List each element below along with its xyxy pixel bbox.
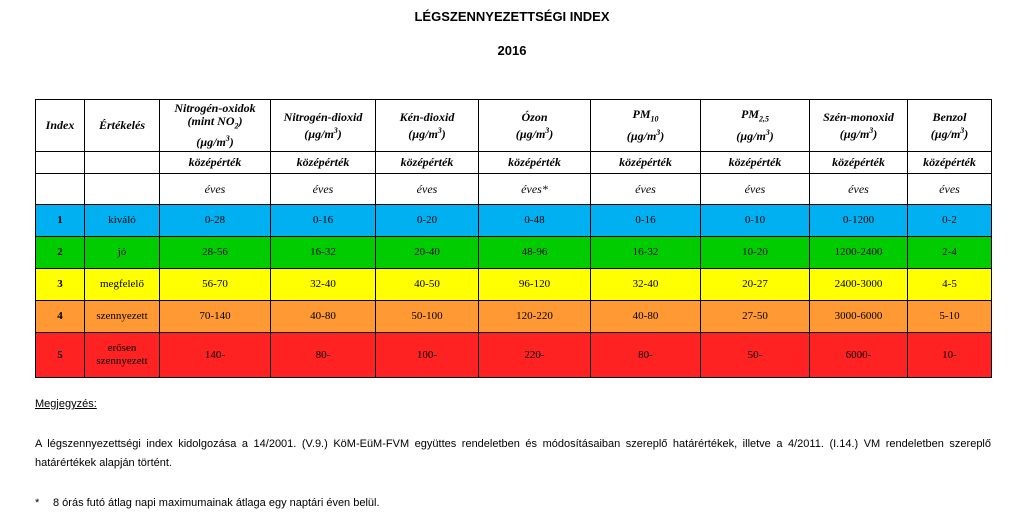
value-cell: 3000-6000 — [810, 301, 908, 333]
document-year: 2016 — [497, 43, 527, 58]
value-cell: 80- — [591, 333, 701, 378]
index-cell: 1 — [36, 205, 85, 237]
footnote-marker: * — [35, 497, 40, 509]
value-cell: 6000- — [810, 333, 908, 378]
statistic-cell: középérték — [479, 152, 591, 174]
value-cell: 0-16 — [271, 205, 376, 237]
value-cell: 0-28 — [160, 205, 271, 237]
period-cell: éves — [810, 174, 908, 205]
value-cell: 32-40 — [591, 269, 701, 301]
value-cell: 56-70 — [160, 269, 271, 301]
header-so2: Kén-dioxid $(\mu g/m^3)$ — [376, 100, 479, 152]
value-cell: 50-100 — [376, 301, 479, 333]
rating-cell: kiváló — [85, 205, 160, 237]
period-cell: éves — [591, 174, 701, 205]
empty-cell — [85, 174, 160, 205]
value-cell: 0-2 — [908, 205, 992, 237]
empty-cell — [36, 152, 85, 174]
value-cell: 28-56 — [160, 237, 271, 269]
period-cell: éves — [701, 174, 810, 205]
table-row — [36, 205, 992, 237]
statistic-row — [36, 152, 992, 174]
period-row — [36, 174, 992, 205]
value-cell: 2400-3000 — [810, 269, 908, 301]
footnote — [35, 497, 380, 509]
value-cell: 40-80 — [271, 301, 376, 333]
header-row — [36, 100, 992, 152]
notes-heading: Megjegyzés: — [35, 398, 97, 410]
statistic-cell: középérték — [591, 152, 701, 174]
period-cell: éves — [271, 174, 376, 205]
value-cell: 0-20 — [376, 205, 479, 237]
rating-cell: szennyezett — [85, 301, 160, 333]
header-co: Szén-monoxid $(\mu g/m^3)$ — [810, 100, 908, 152]
value-cell: 40-50 — [376, 269, 479, 301]
footnote-text: 8 órás futó átlag napi maximumainak átlaga egy naptári éven belül. — [53, 497, 380, 509]
statistic-cell: középérték — [271, 152, 376, 174]
value-cell: 220- — [479, 333, 591, 378]
index-cell: 5 — [36, 333, 85, 378]
empty-cell — [85, 152, 160, 174]
table-row — [36, 301, 992, 333]
statistic-cell: középérték — [810, 152, 908, 174]
rating-cell: megfelelő — [85, 269, 160, 301]
header-index: Index — [36, 100, 85, 152]
index-cell: 2 — [36, 237, 85, 269]
header-no2: Nitrogén-dioxid $(\mu g/m^3)$ — [271, 100, 376, 152]
rating-cell: jó — [85, 237, 160, 269]
value-cell: 48-96 — [479, 237, 591, 269]
value-cell: 27-50 — [701, 301, 810, 333]
statistic-cell: középérték — [701, 152, 810, 174]
value-cell: 0-16 — [591, 205, 701, 237]
value-cell: 100- — [376, 333, 479, 378]
empty-cell — [36, 174, 85, 205]
header-pm10: $PM_{10}$ $(\mu g/m^3)$ — [591, 100, 701, 152]
value-cell: 1200-2400 — [810, 237, 908, 269]
table-row — [36, 333, 992, 378]
value-cell: 16-32 — [591, 237, 701, 269]
value-cell: 4-5 — [908, 269, 992, 301]
statistic-cell: középérték — [160, 152, 271, 174]
value-cell: 0-10 — [701, 205, 810, 237]
period-cell: éves — [376, 174, 479, 205]
value-cell: 140- — [160, 333, 271, 378]
air-quality-index-table — [35, 99, 992, 378]
index-cell: 3 — [36, 269, 85, 301]
value-cell: 96-120 — [479, 269, 591, 301]
rating-cell: erősen szennyezett — [85, 333, 160, 378]
header-ozone: Ózon $(\mu g/m^3)$ — [479, 100, 591, 152]
document-title: LÉGSZENNYEZETTSÉGI INDEX — [414, 9, 610, 24]
index-cell: 4 — [36, 301, 85, 333]
period-cell: éves — [908, 174, 992, 205]
value-cell: 5-10 — [908, 301, 992, 333]
value-cell: 120-220 — [479, 301, 591, 333]
value-cell: 20-27 — [701, 269, 810, 301]
table-row — [36, 269, 992, 301]
table-row — [36, 237, 992, 269]
value-cell: 2-4 — [908, 237, 992, 269]
value-cell: 50- — [701, 333, 810, 378]
header-nox: Nitrogén-oxidok (mint $NO_2$) $(\mu g/m^3)$ — [160, 100, 271, 152]
header-pm25: $PM_{2,5}$ $(\mu g/m^3)$ — [701, 100, 810, 152]
value-cell: 40-80 — [591, 301, 701, 333]
value-cell: 0-1200 — [810, 205, 908, 237]
header-rating: Értékelés — [85, 100, 160, 152]
value-cell: 20-40 — [376, 237, 479, 269]
value-cell: 70-140 — [160, 301, 271, 333]
header-benzene: Benzol $(\mu g/m^3)$ — [908, 100, 992, 152]
value-cell: 10- — [908, 333, 992, 378]
value-cell: 0-48 — [479, 205, 591, 237]
period-cell: éves* — [479, 174, 591, 205]
statistic-cell: középérték — [908, 152, 992, 174]
value-cell: 16-32 — [271, 237, 376, 269]
statistic-cell: középérték — [376, 152, 479, 174]
value-cell: 32-40 — [271, 269, 376, 301]
value-cell: 80- — [271, 333, 376, 378]
notes-text: A légszennyezettségi index kidolgozása a 14/2001. (V.9.) KöM-EüM-FVM együttes rendeletben és módosításaiban szereplő határértékek, illetve a 4/2011. (I.14.) VM rendeletben szereplő határértékek alapján történt. — [35, 438, 991, 469]
value-cell: 10-20 — [701, 237, 810, 269]
period-cell: éves — [160, 174, 271, 205]
